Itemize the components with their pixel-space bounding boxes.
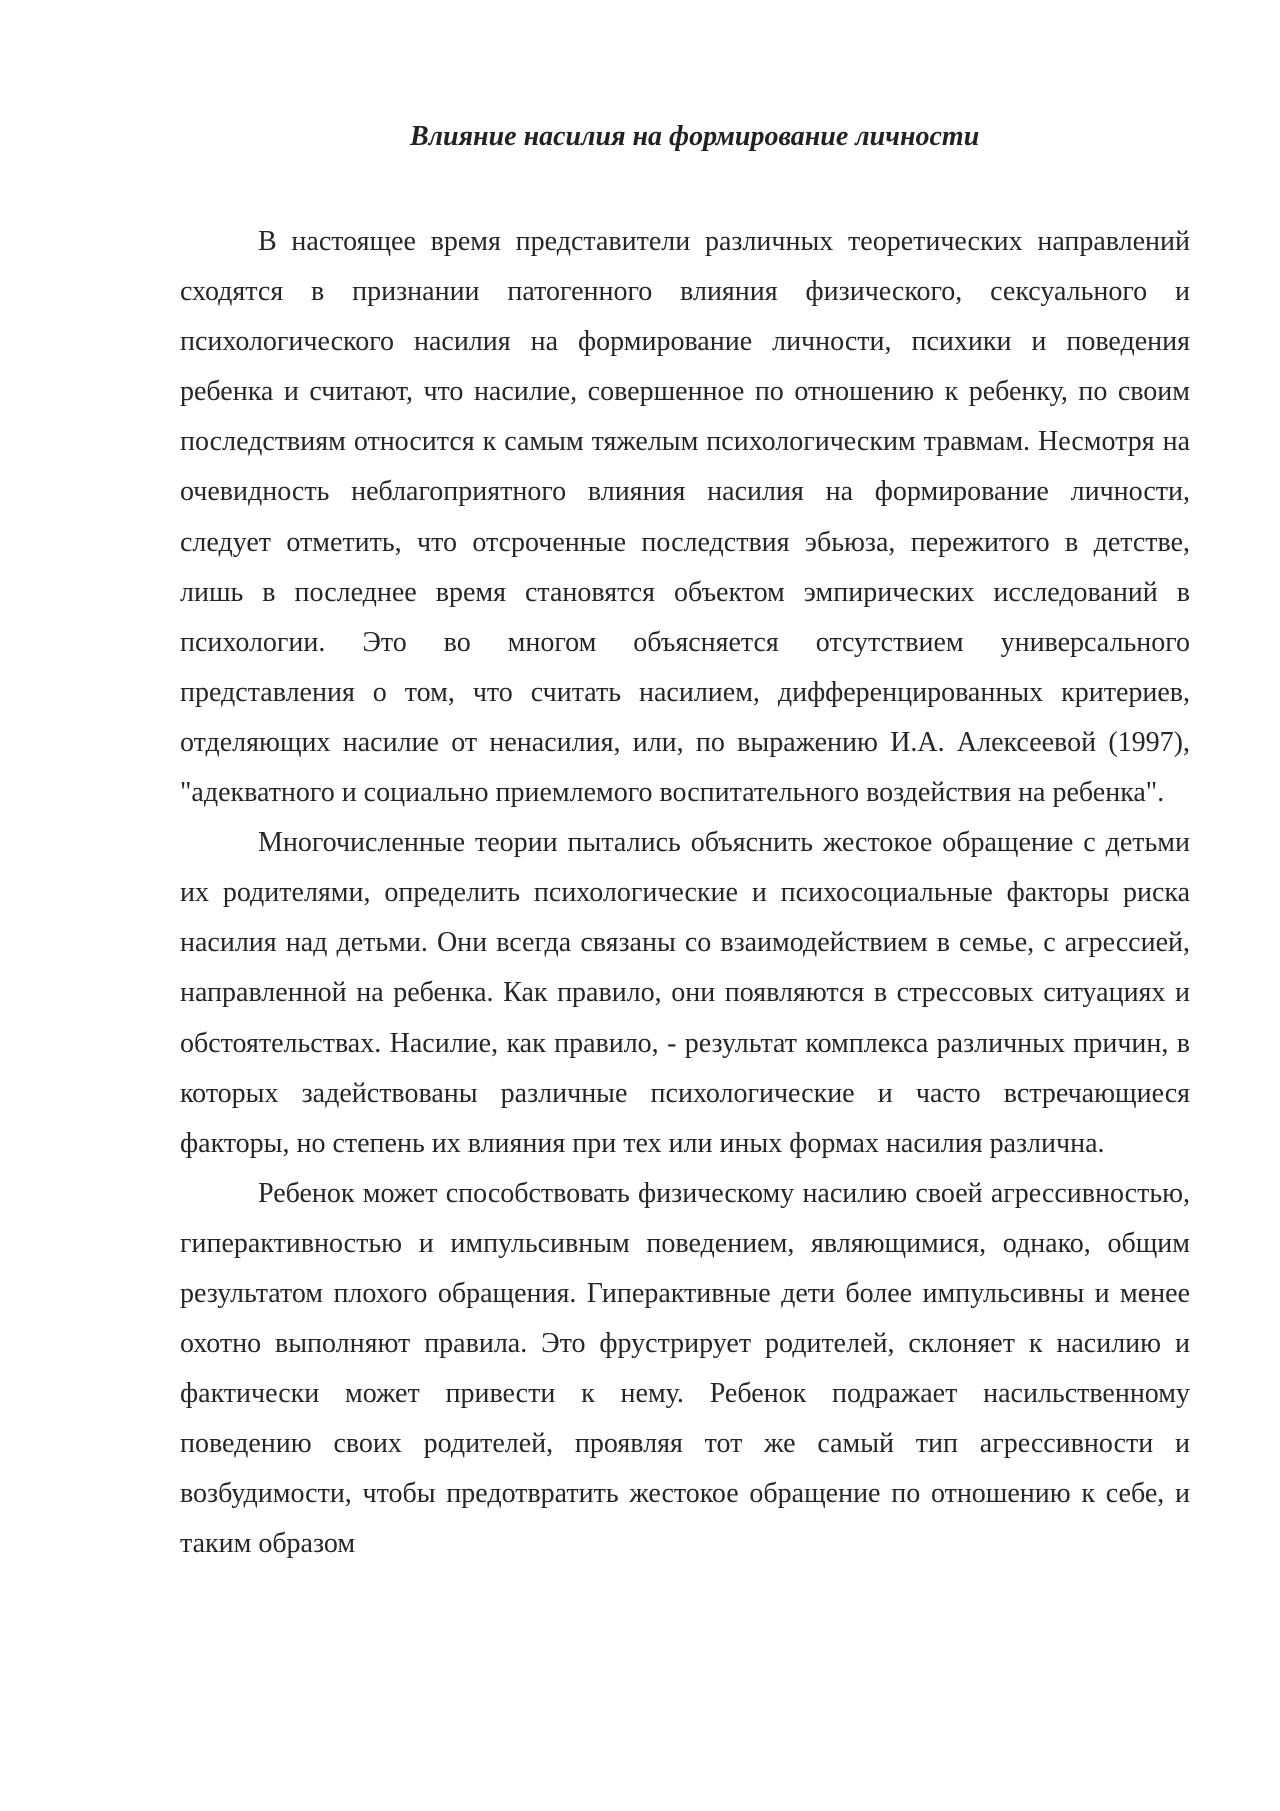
paragraph-3: Ребенок может способствовать физическому насилию своей агрессивностью, гиперактивностью и импульсивным поведением, являющимися, однако, общим результатом плохого обращения. Гиперактивные дети более импульсивны и менее охотно выполняют правила. Это фрустрирует родителей, склоняет к насилию и фактически может привести к нему. Ребенок подражает насильственному поведению своих родителей, проявляя тот же самый тип агрессивности и возбудимости, чтобы предотвратить жестокое обращение по отношению к себе, и таким образом	[180, 1177, 1190, 1560]
paragraph-2: Многочисленные теории пытались объяснить жестокое обращение с детьми их родителями, определить психологические и психосоциальные факторы риска насилия над детьми. Они всегда связаны со взаимодействием в семье, с агрессией, направленной на ребенка. Как правило, они появляются в стрессовых ситуациях и обстоятельствах. Насилие, как правило, - результат комплекса различных причин, в которых задействованы различные психологические и часто встречающиеся факторы, но степень их влияния при тех или иных формах насилия различна.	[180, 827, 1190, 1159]
document-body	[180, 217, 1190, 1570]
paragraph-1: В настоящее время представители различных теоретических направлений сходятся в признании патогенного влияния физического, сексуального и психологического насилия на формирование личности, психики и поведения ребенка и считают, что насилие, совершенное по отношению к ребенку, по своим последствиям относится к самым тяжелым психологическим травмам. Несмотря на очевидность неблагоприятного влияния насилия на формирование личности, следует отметить, что отсроченные последствия эбьюза, пережитого в детстве, лишь в последнее время становятся объектом эмпирических исследований в психологии. Это во многом объясняется отсутствием универсального представления о том, что считать насилием, дифференцированных критериев, отделяющих насилие от ненасилия, или, по выражению И.А. Алексеевой (1997), "адекватного и социально приемлемого воспитательного воздействия на ребенка".	[180, 226, 1190, 809]
document-title: Влияние насилия на формирование личности	[410, 121, 980, 152]
